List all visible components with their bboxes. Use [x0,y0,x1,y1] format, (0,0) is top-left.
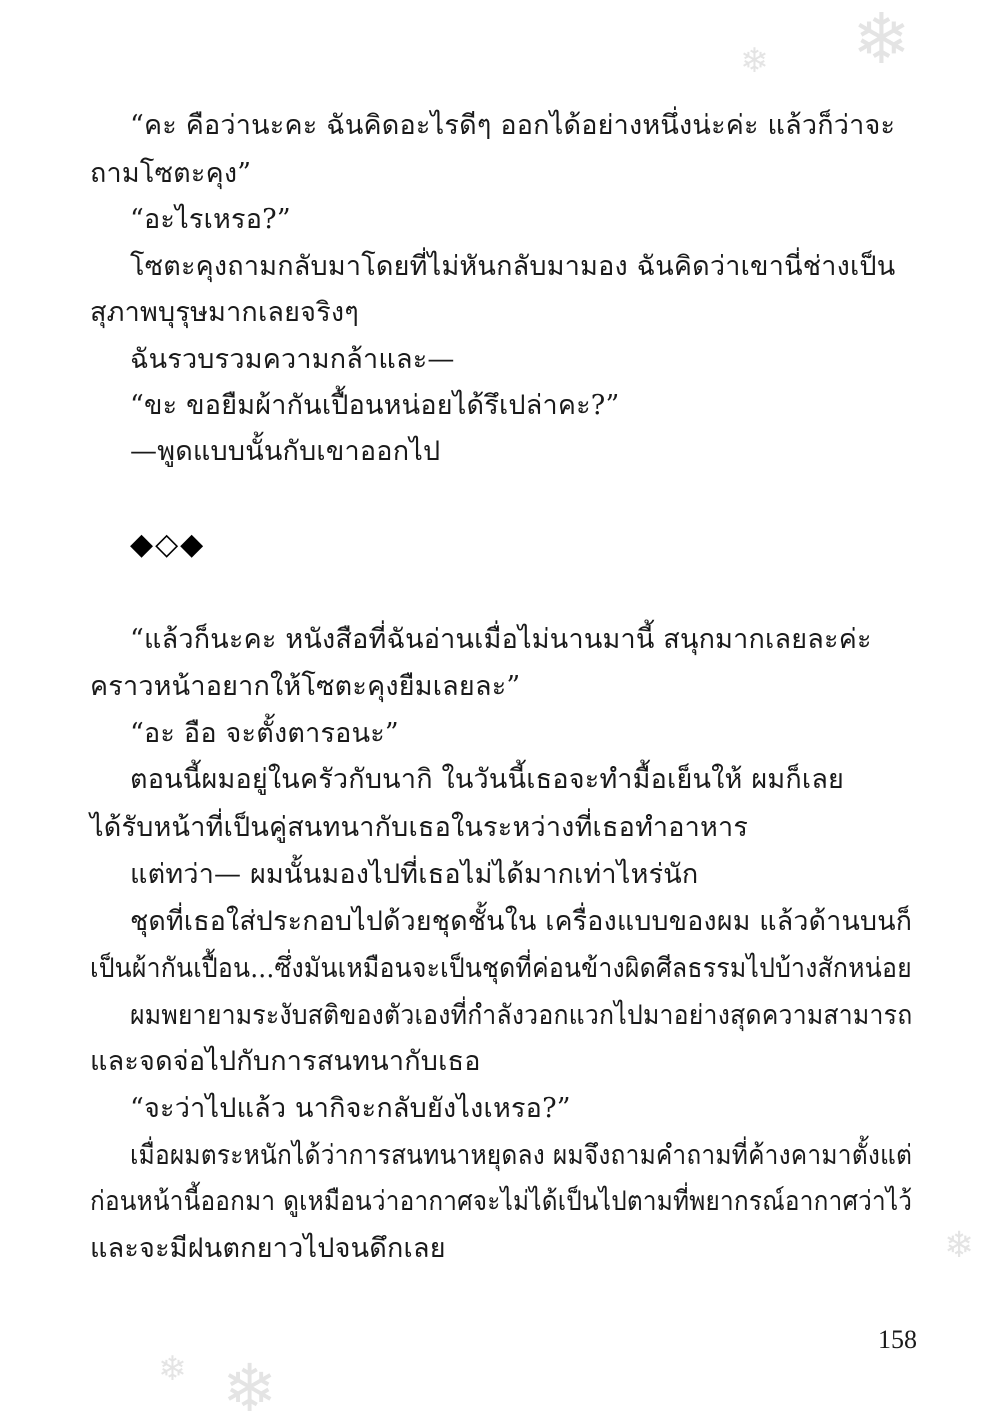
page-number: 158 [878,1325,917,1354]
text-line: ตอนนี้ผมอยู่ในครัวกับนากิ ในวันนี้เธอจะทำมื้อเย็นให้ ผมก็เลย [130,764,845,795]
text-line: ได้รับหน้าที่เป็นคู่สนทนากับเธอในระหว่างที่เธอทำอาหาร [90,812,749,843]
text-line: เมื่อผมตระหนักได้ว่าการสนทนาหยุดลง ผมจึงถามคำถามที่ค้างคามาตั้งแต่ [130,1140,913,1171]
text-line: และจดจ่อไปกับการสนทนากับเธอ [90,1046,481,1077]
text-line: เป็นผ้ากันเปื้อน...ซึ่งมันเหมือนจะเป็นชุดที่ค่อนข้างผิดศีลธรรมไปบ้างสักหน่อย [90,953,912,984]
text-line: ผมพยายามระงับสติของตัวเองที่กำลังวอกแวกไปมาอย่างสุดความสามารถ [130,1000,913,1031]
text-line: ถามโซตะคุง” [90,158,252,189]
text-line: ฉันรวบรวมความกล้าและ— [130,344,455,375]
text-line: คราวหน้าอยากให้โซตะคุงยืมเลยละ” [90,671,521,702]
snowflake-decoration-icon: ❄ [740,41,769,81]
snowflake-decoration-icon: ❄ [852,0,911,80]
snowflake-decoration-icon: ❄ [222,1350,278,1427]
scene-divider: ◆◇◆ [130,527,206,562]
text-line: ก่อนหน้านี้ออกมา ดูเหมือนว่าอากาศจะไม่ได้เป็นไปตามที่พยากรณ์อากาศว่าไว้ [90,1186,913,1217]
text-line: —พูดแบบนั้นกับเขาออกไป [130,436,441,467]
text-line: “จะว่าไปแล้ว นากิจะกลับยังไงเหรอ?” [130,1093,571,1124]
snowflake-decoration-icon: ❄ [158,1349,187,1389]
text-line: สุภาพบุรุษมากเลยจริงๆ [90,297,359,328]
snowflake-decoration-icon: ❄ [944,1225,975,1266]
text-line: “ขะ ขอยืมผ้ากันเปื้อนหน่อยได้รึเปล่าคะ?” [130,390,620,421]
text-line: “อะ อือ จะตั้งตารอนะ” [130,718,399,749]
text-line: โซตะคุงถามกลับมาโดยที่ไม่หันกลับมามอง ฉันคิดว่าเขานี่ช่างเป็น [130,251,896,282]
text-line: “อะไรเหรอ?” [130,204,291,235]
text-line: ชุดที่เธอใส่ประกอบไปด้วยชุดชั้นใน เครื่องแบบของผม แล้วด้านบนก็ [130,906,913,937]
text-line: และจะมีฝนตกยาวไปจนดึกเลย [90,1233,446,1264]
text-line: “คะ คือว่านะคะ ฉันคิดอะไรดีๆ ออกได้อย่างหนึ่งน่ะค่ะ แล้วก็ว่าจะ [130,110,896,141]
text-line: แต่ทว่า— ผมนั้นมองไปที่เธอไม่ได้มากเท่าไหร่นัก [130,859,699,890]
text-line: “แล้วก็นะคะ หนังสือที่ฉันอ่านเมื่อไม่นานมานี้ สนุกมากเลยละค่ะ [130,624,872,655]
